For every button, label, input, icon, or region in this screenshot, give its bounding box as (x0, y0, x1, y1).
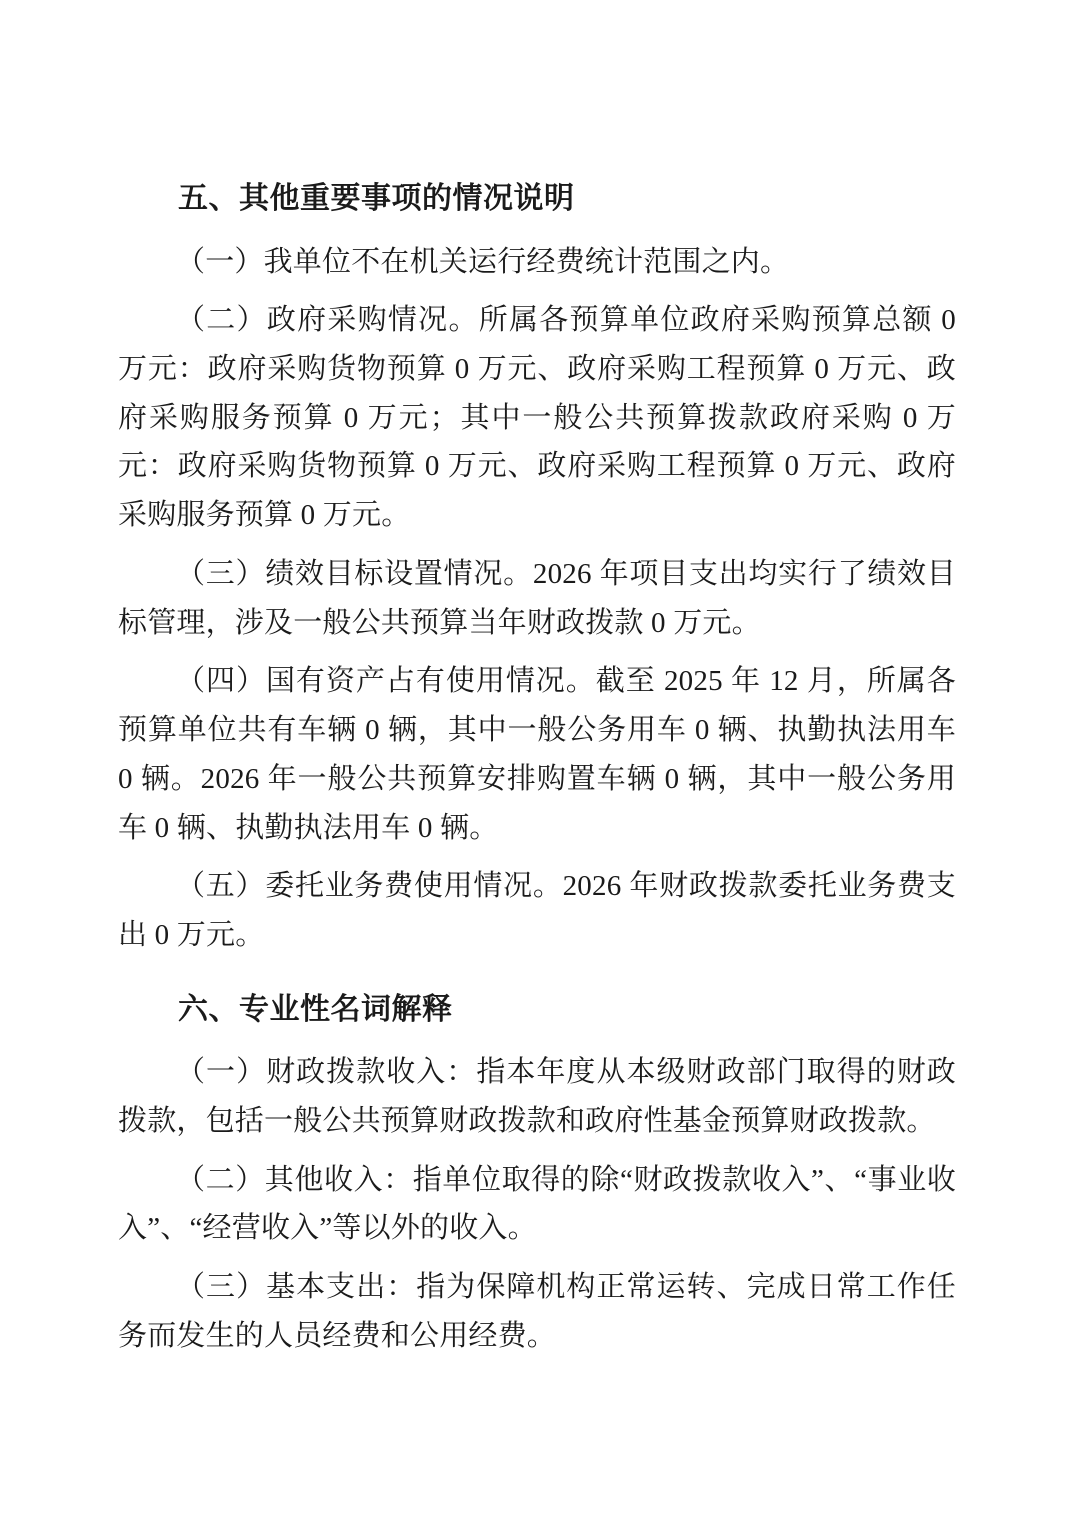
paragraph-6-2: （二）其他收入：指单位取得的除“财政拨款收入”、“事业收入”、“经营收入”等以外的收入。 (118, 1163, 956, 1245)
paragraph-5-4: （四）国有资产占有使用情况。截至 2025 年 12 月，所属各预算单位共有车辆 0 辆，其中一般公务用车 0 辆、执勤执法用车 0 辆。2026 年一般公共预算安排购置车辆 0 辆，其中一般公务用车 0 辆、执勤执法用车 0 辆。 (118, 665, 956, 844)
paragraph-6-3: （三）基本支出：指为保障机构正常运转、完成日常工作任务而发生的人员经费和公用经费。 (118, 1271, 956, 1352)
paragraph-5-1: （一）我单位不在机关运行经费统计范围之内。 (176, 245, 790, 278)
paragraph-5-2: （二）政府采购情况。所属各预算单位政府采购预算总额 0 万元：政府采购货物预算 0 万元、政府采购工程预算 0 万元、政府采购服务预算 0 万元；其中一般公共预算拨款政府采购 0 万元：政府采购货物预算 0 万元、政府采购工程预算 0 万元、政府采购服务预算 0 万元。 (118, 304, 956, 532)
paragraph-5-5: （五）委托业务费使用情况。2026 年财政拨款委托业务费支出 0 万元。 (118, 870, 956, 951)
section-heading-five: 五、其他重要事项的情况说明 (178, 182, 575, 215)
paragraph-6-1: （一）财政拨款收入：指本年度从本级财政部门取得的财政拨款，包括一般公共预算财政拨款和政府性基金预算财政拨款。 (118, 1056, 956, 1137)
paragraph-5-3: （三）绩效目标设置情况。2026 年项目支出均实行了绩效目标管理，涉及一般公共预算当年财政拨款 0 万元。 (118, 557, 956, 639)
document-body (118, 175, 956, 1361)
section-heading-six: 六、专业性名词解释 (178, 992, 453, 1026)
